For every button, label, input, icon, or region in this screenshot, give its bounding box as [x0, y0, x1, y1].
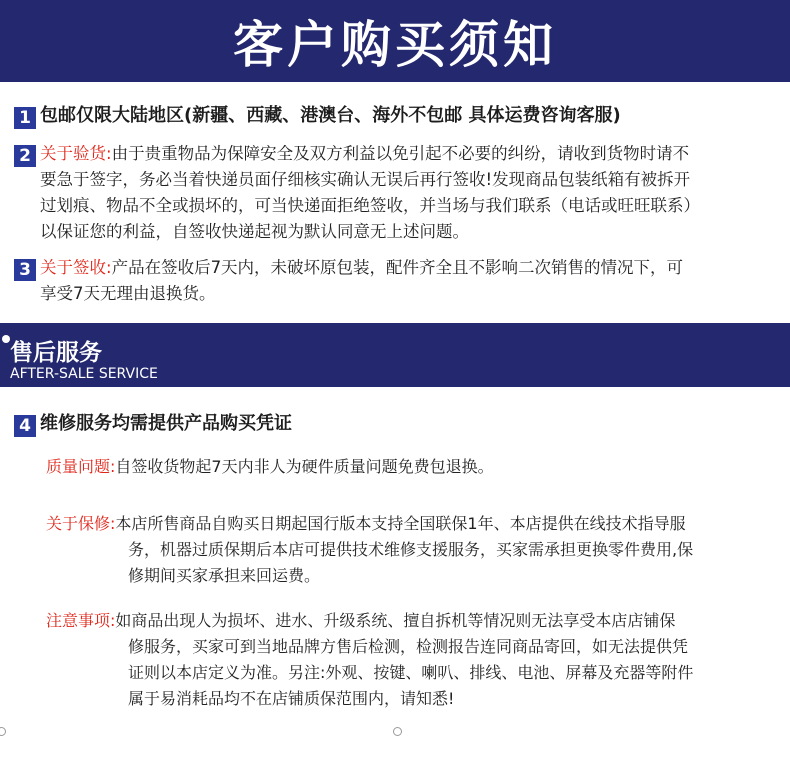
- header-banner: [0, 0, 790, 82]
- receipt-label: 关于签收:: [40, 258, 112, 277]
- number-badge-4: 4: [14, 415, 36, 437]
- repair-text: 维修服务均需提供产品购买凭证: [40, 413, 292, 434]
- banner-dot: [2, 335, 10, 343]
- after-sale-subtitle: AFTER-SALE SERVICE: [10, 366, 158, 382]
- shipping-text: 包邮仅限大陆地区(新疆、西藏、港澳台、海外不包邮 具体运费咨询客服): [40, 105, 621, 126]
- number-badge-1: 1: [14, 107, 36, 129]
- number-badge-3: 3: [14, 259, 36, 281]
- receipt-line: 享受7天无理由退换货。: [40, 284, 216, 303]
- decorative-circle: [393, 727, 402, 736]
- number-badge-2: 2: [14, 145, 36, 167]
- quality-item: [46, 454, 770, 480]
- section-repair: [14, 411, 770, 437]
- section-inspection: [14, 141, 770, 245]
- notice-line: 证则以本店定义为准。另注:外观、按键、喇叭、排线、电池、屏幕及充器等附件: [128, 663, 694, 682]
- receipt-line: 产品在签收后7天内，未破坏原包装，配件齐全且不影响二次销售的情况下，可: [111, 258, 684, 277]
- notice-line: 属于易消耗品均不在店铺质保范围内，请知悉!: [128, 689, 455, 708]
- quality-text: 自签收货物起7天内非人为硬件质量问题免费包退换。: [115, 457, 494, 476]
- page-title: 客户购买须知: [233, 16, 557, 74]
- section-receipt: [14, 255, 770, 307]
- warranty-label: 关于保修:: [46, 514, 116, 533]
- section-shipping: [14, 103, 770, 129]
- quality-label: 质量问题:: [46, 457, 116, 476]
- notice-label: 注意事项:: [46, 611, 116, 630]
- inspection-line: 过划痕、物品不全或损坏的，可当快递面拒绝签收，并当场与我们联系（电话或旺旺联系）: [40, 196, 700, 215]
- after-sale-title: 售后服务: [10, 340, 102, 366]
- notice-line: 如商品出现人为损坏、进水、升级系统、擅自拆机等情况则无法享受本店店铺保: [115, 611, 676, 630]
- warranty-line: 本店所售商品自购买日期起国行版本支持全国联保1年、本店提供在线技术指导服: [115, 514, 686, 533]
- notice-item: [46, 608, 770, 712]
- warranty-line: 修期间买家承担来回运费。: [128, 566, 321, 585]
- warranty-line: 务，机器过质保期后本店可提供技术维修支援服务，买家需承担更换零件费用,保: [128, 540, 694, 559]
- inspection-line: 要急于签字，务必当着快递员面仔细核实确认无误后再行签收!发现商品包装纸箱有被拆开: [40, 170, 691, 189]
- warranty-item: [46, 511, 770, 589]
- notice-line: 修服务，买家可到当地品牌方售后检测，检测报告连同商品寄回，如无法提供凭: [128, 637, 689, 656]
- inspection-label: 关于验货:: [40, 144, 112, 163]
- decorative-circle: [0, 727, 6, 736]
- inspection-line: 由于贵重物品为保障安全及双方利益以免引起不必要的纠纷，请收到货物时请不: [111, 144, 690, 163]
- inspection-line: 以保证您的利益，自签收快递起视为默认同意无上述问题。: [40, 222, 469, 241]
- after-sale-banner: [0, 323, 790, 387]
